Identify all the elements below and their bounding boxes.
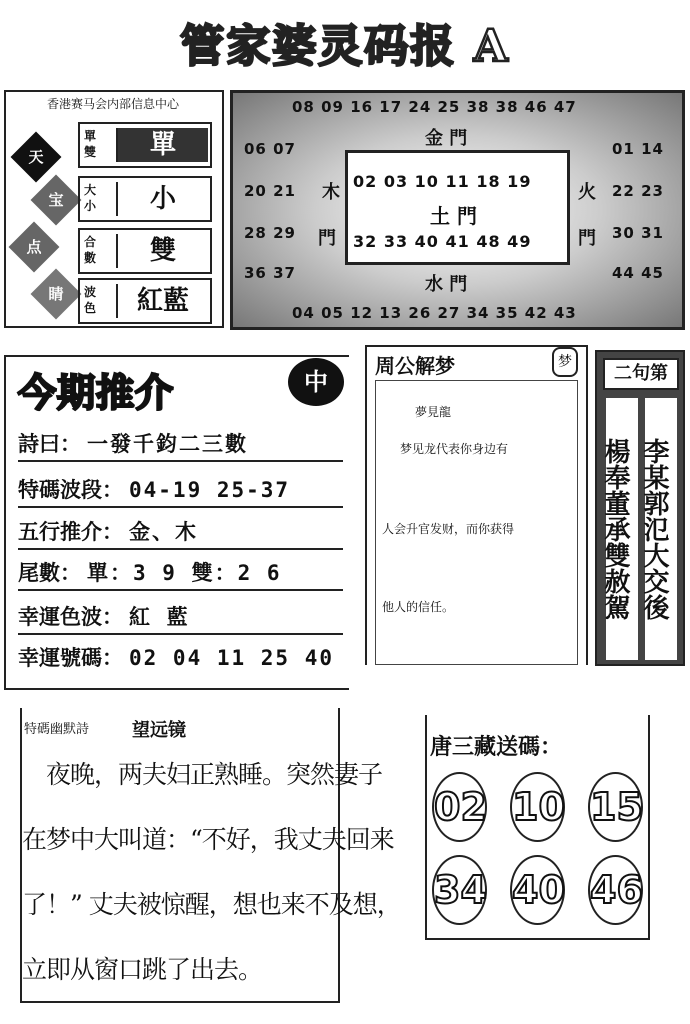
recommend-poem: 詩曰： 一發千鈞二三數 (18, 424, 343, 462)
gate-earth: 土 門 (430, 204, 477, 228)
recommend-title: 今期推介 (18, 370, 175, 415)
humor-line-1: 夜晚，两夫妇正熟睡。突然妻子 (22, 760, 383, 789)
row-label: 大 小 (84, 183, 97, 213)
row-sum (78, 228, 212, 274)
wood-numbers-1: 06 07 (244, 140, 296, 158)
gate-water: 水 門 (425, 274, 468, 295)
gate-wood-men: 門 (318, 228, 336, 249)
row-big-small (78, 176, 212, 222)
row-label: 單 雙 (84, 129, 97, 159)
fire-numbers-1: 01 14 (612, 140, 664, 158)
tang-number: 34 (432, 855, 487, 925)
water-numbers: 04 05 12 13 26 27 34 35 42 43 (292, 304, 577, 322)
tang-number: 15 (588, 772, 643, 842)
row-wave-color (78, 278, 212, 324)
humor-line-2: 在梦中大叫道：“不好，我丈夫回来 (22, 825, 394, 854)
gate-gold: 金 門 (425, 128, 468, 149)
row-label: 波 色 (84, 285, 97, 315)
row-value: 紅藍 (116, 284, 208, 318)
humor-title: 望远镜 (132, 720, 186, 741)
fire-numbers-2: 22 23 (612, 182, 664, 200)
tang-number: 46 (588, 855, 643, 925)
recommend-wave-band: 特碼波段： 04-19 25-37 (18, 470, 343, 508)
dream-line-2: 人会升官发财，而你获得 (382, 522, 515, 536)
row-value: 雙 (116, 234, 208, 268)
gate-fire-men: 門 (578, 228, 596, 249)
riddle-column-left: 楊奉董承雙赦駕 (606, 398, 638, 660)
humor-label: 特碼幽默詩 (24, 722, 90, 737)
page-title: 管家婆灵码报 A (180, 21, 510, 72)
tang-title: 唐三藏送碼： (430, 734, 563, 760)
dream-line-1: 梦见龙代表你身边有 (400, 442, 509, 456)
dream-title: 周公解梦 (375, 354, 455, 378)
tang-number: 10 (510, 772, 565, 842)
row-single-double (78, 122, 212, 168)
row-value: 小 (116, 182, 208, 216)
info-panel-header: 香港赛马会内部信息中心 (46, 97, 179, 111)
recommend-lucky-numbers: 幸運號碼： 02 04 11 25 40 (18, 645, 335, 670)
recommend-lucky-color: 幸運色波： 紅 藍 (18, 597, 343, 635)
gold-numbers: 08 09 16 17 24 25 38 38 46 47 (292, 98, 577, 116)
gate-fire: 火 (578, 182, 596, 203)
dream-subtitle: 夢見龍 (415, 405, 452, 419)
fire-numbers-3: 30 31 (612, 224, 664, 242)
gate-wood: 木 (322, 182, 340, 203)
earth-numbers-1: 02 03 10 11 18 19 (353, 172, 532, 191)
riddle-column-right: 李某郭氾大交後 (645, 398, 677, 660)
recommend-tail-numbers: 尾數： 單：3 9 雙：2 6 (18, 553, 343, 591)
humor-line-4: 立即从窗口跳了出去。 (22, 955, 263, 984)
wood-numbers-4: 36 37 (244, 264, 296, 282)
earth-numbers-2: 32 33 40 41 48 49 (353, 232, 532, 251)
humor-line-3: 了！” 丈夫被惊醒，想也来不及想， (22, 890, 401, 919)
dream-icon: 梦 (552, 347, 578, 377)
riddle-title: 二句第 (603, 358, 679, 390)
recommend-five-elements: 五行推介： 金、木 (18, 512, 343, 550)
wood-numbers-2: 20 21 (244, 182, 296, 200)
wood-numbers-3: 28 29 (244, 224, 296, 242)
row-value: 單 (116, 128, 208, 162)
dream-line-3: 他人的信任。 (382, 600, 455, 614)
row-label: 合 數 (84, 235, 97, 265)
fire-numbers-4: 44 45 (612, 264, 664, 282)
logo-icon: 中 (288, 358, 344, 406)
tang-number: 40 (510, 855, 565, 925)
tang-number: 02 (432, 772, 487, 842)
